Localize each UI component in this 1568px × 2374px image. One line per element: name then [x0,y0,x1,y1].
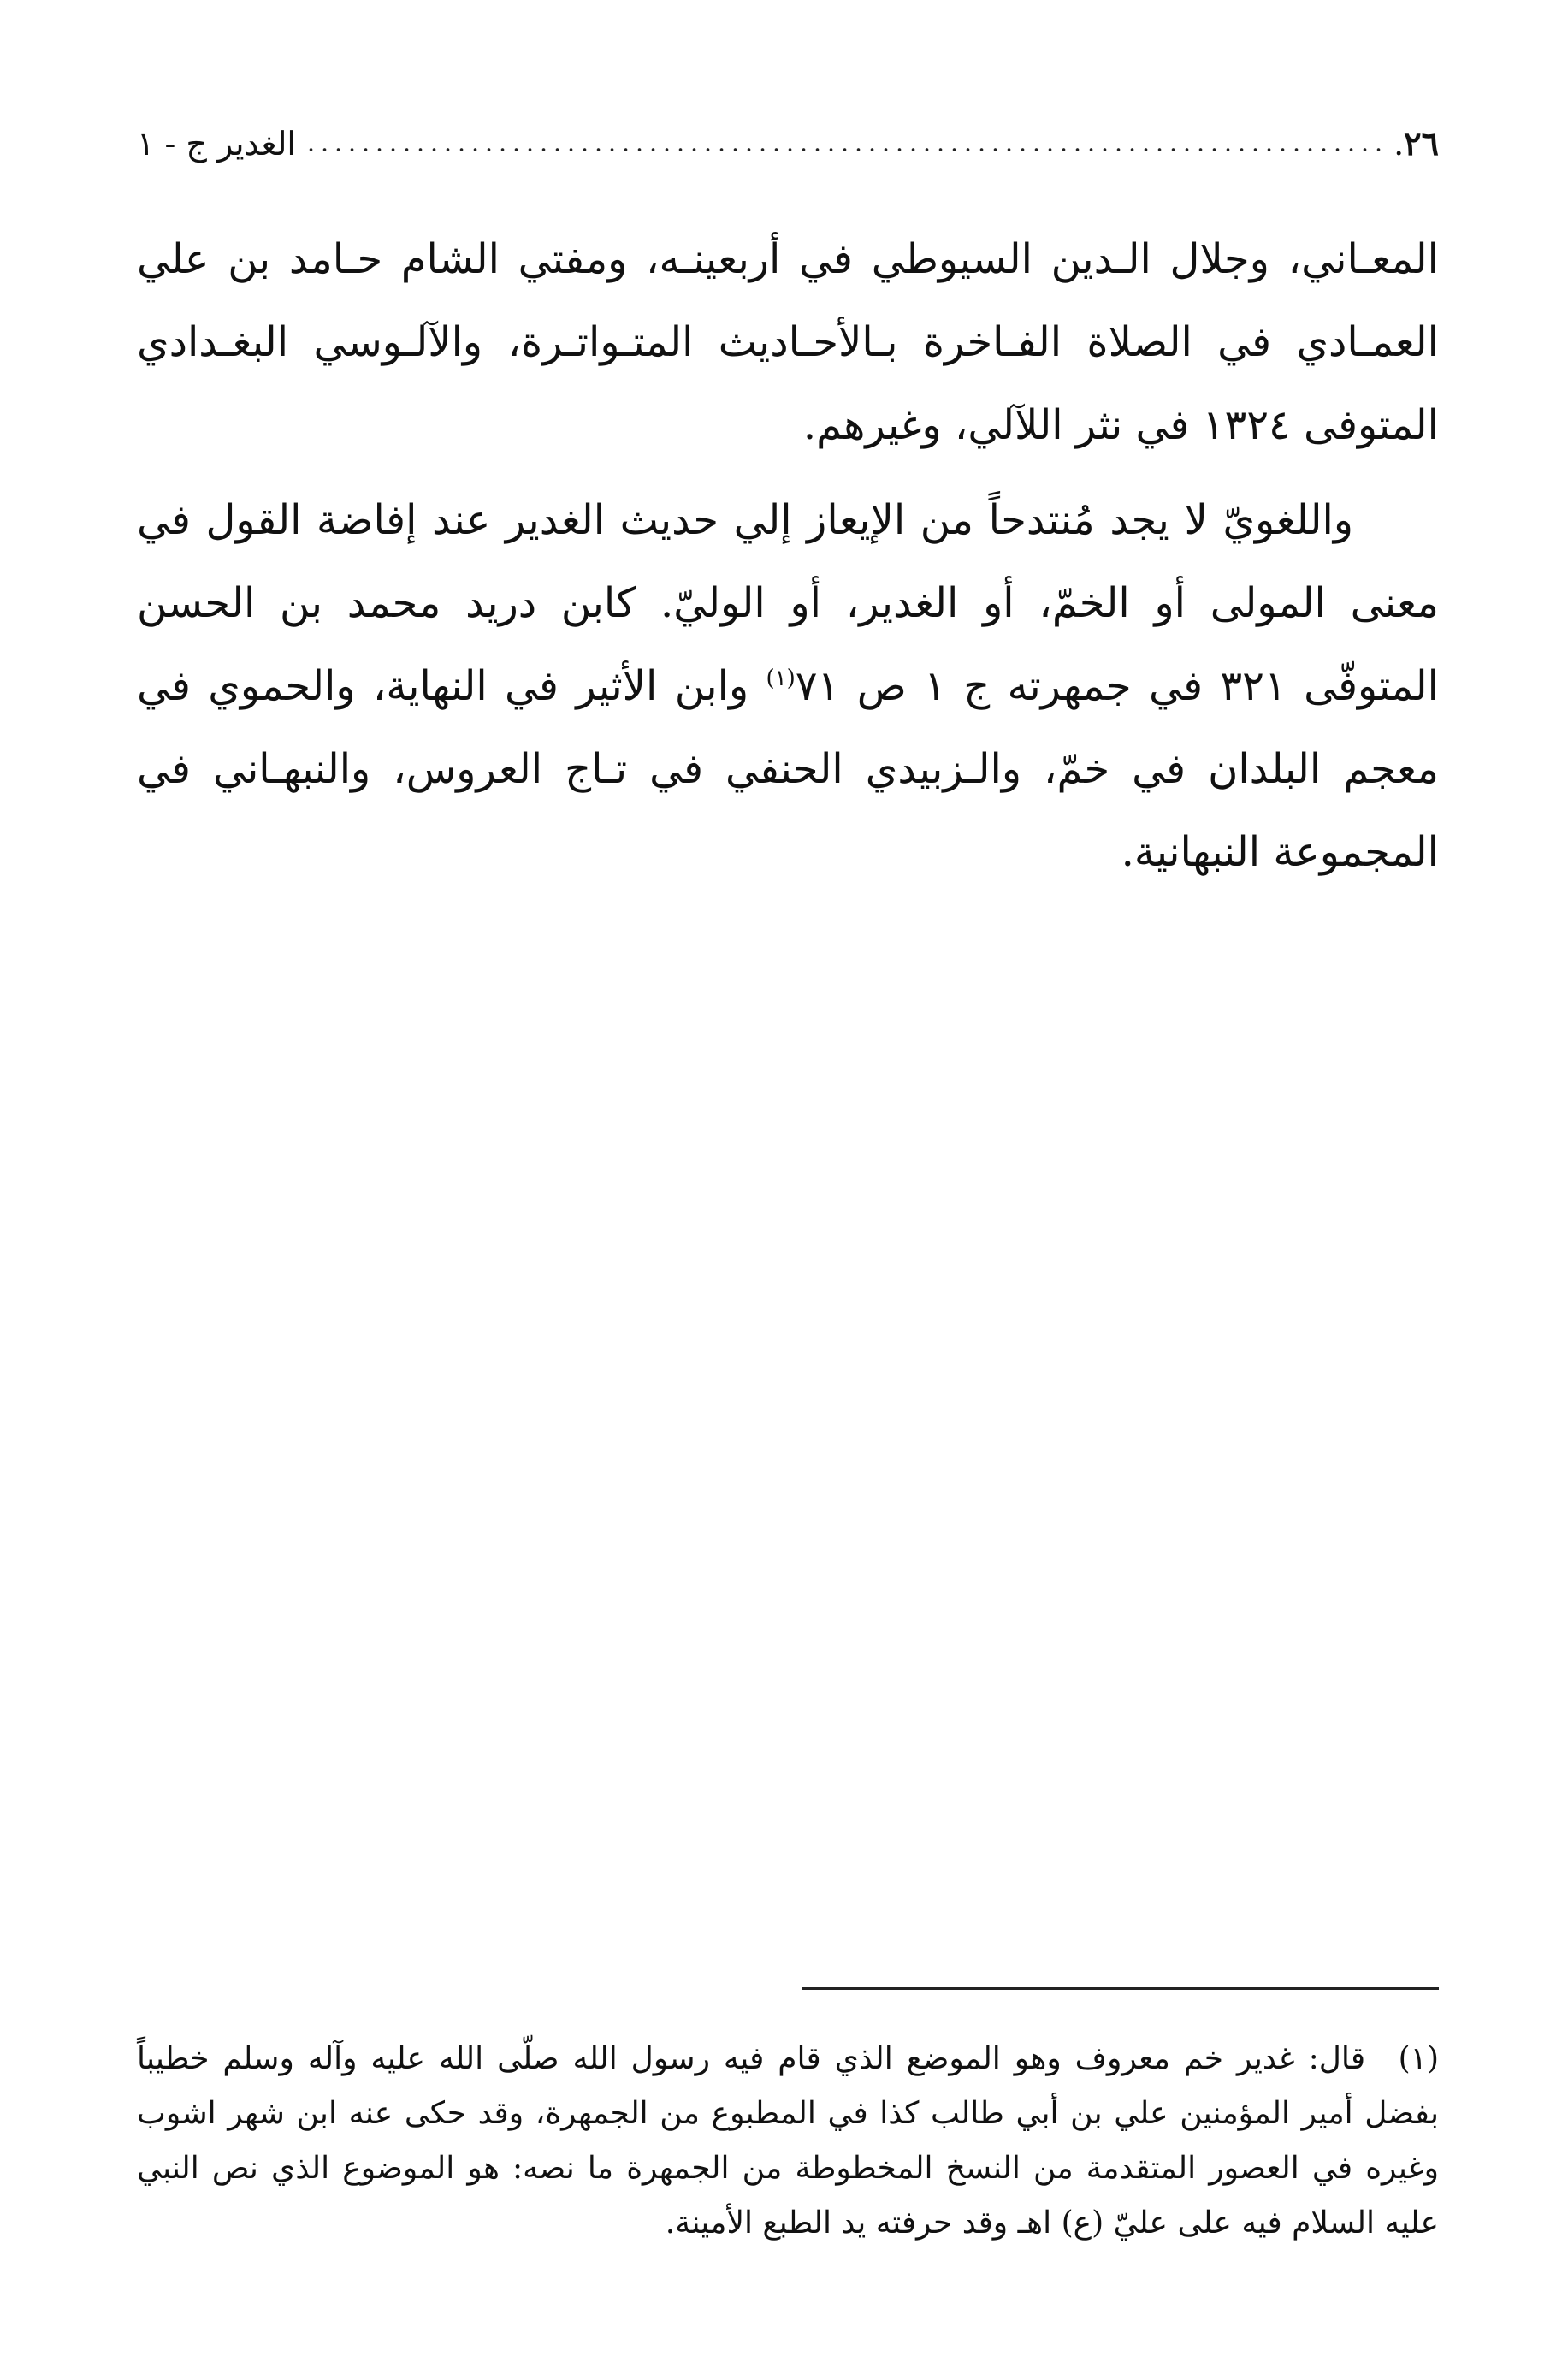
paragraph-1: المعـاني، وجلال الـدين السيوطي في أربعينـه، ومفتي الشام حـامد بن علي العمـادي في الصلاة الفـاخرة بـالأحـاديث المتـواتـرة، والآلـوسي البغـدادي المتوفى ١٣٢٤ في نثر اللآلي، وغيرهم. [137,235,1439,449]
page-number-dot: . [1393,125,1405,163]
book-title: الغدير ج - ١ [137,125,296,163]
footnote [137,2032,1439,2251]
page-number: ٢٦ [1404,124,1439,163]
footnote-reference[interactable]: (١) [766,666,796,691]
paragraph-2 [137,479,1439,894]
paragraph-2-text-start: واللغويّ لا يجد مُنتدحاً من الإيعاز إلي حديث الغدير عند إفاضة القول في معنى المولى أو الخمّ، أو الغدير، أو الوليّ. كابن دريد محمد بن الحسن المتوفّى ٣٢١ في جمهرته ج ١ ص ٧١ [137,496,1440,710]
leader-dots [305,148,1385,151]
main-text [137,218,1439,894]
running-header [137,118,1439,169]
footnote-text: قال: غدير خم معروف وهو الموضع الذي قام فيه رسول الله صلّى الله عليه وآله وسلم خطيباً بفضل أمير المؤمنين علي بن أبي طالب كذا في المطبوع من الجمهرة، وقد حكى عنه ابن شهر اشوب وغيره في العصور المتقدمة من النسخ المخطوطة من الجمهرة ما نصه: هو الموضوع الذي نص النبي عليه السلام فيه على عليّ (ع) اهـ وقد حرفته يد الطبع الأمينة. [137,2041,1439,2241]
footnote-number: (١) [1398,2041,1439,2076]
paragraph-2-text-end: وابن الأثير في النهاية، والحموي في معجم البلدان في خمّ، والـزبيدي الحنفي في تـاج العروس، والنبهـاني في المجموعة النبهانية. [137,662,1439,876]
footnote-separator [802,1987,1439,1990]
